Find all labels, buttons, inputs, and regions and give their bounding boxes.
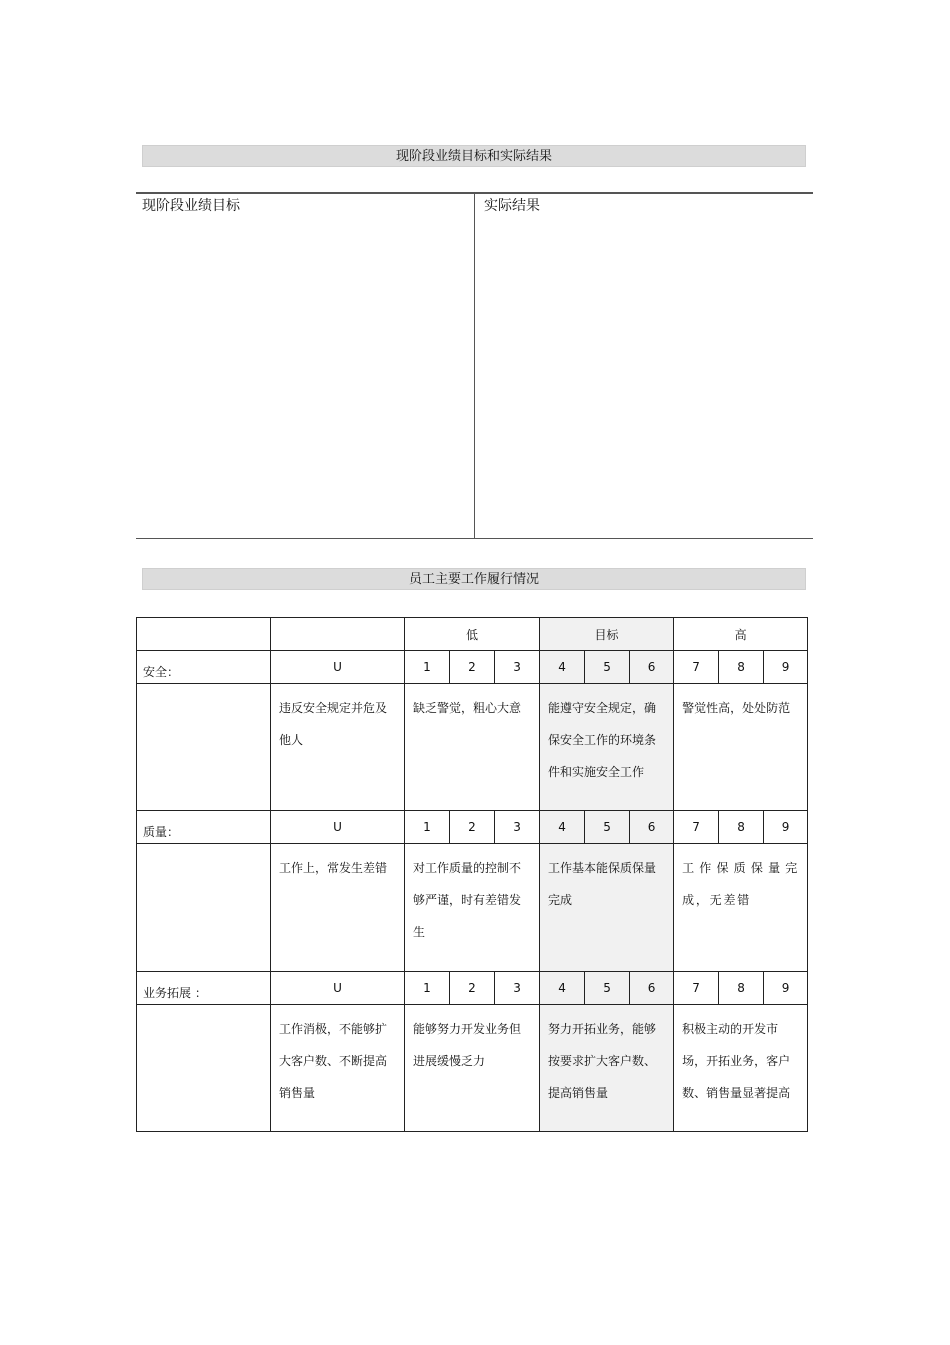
score-4: 4 [540, 651, 585, 684]
safety-score-row [137, 651, 808, 684]
score-u: U [271, 651, 405, 684]
performance-rating-table [136, 617, 808, 1132]
score-8: 8 [719, 972, 764, 1005]
score-1: 1 [405, 651, 450, 684]
score-8: 8 [719, 811, 764, 844]
u-description: 工作消极，不能够扩大客户数、不断提高销售量 [271, 1005, 405, 1132]
target-description: 能遵守安全规定，确保安全工作的环境条件和实施安全工作 [540, 684, 674, 811]
high-description: 工作保质保量完成，无差错 [674, 844, 808, 972]
goals-results-area [136, 192, 813, 540]
score-2: 2 [450, 651, 495, 684]
quality-desc-row [137, 844, 808, 972]
criterion-name: 安全： [137, 651, 271, 684]
score-5: 5 [585, 811, 630, 844]
column-divider [474, 193, 475, 539]
high-description: 积极主动的开发市场，开拓业务，客户数、销售量显著提高 [674, 1005, 808, 1132]
duties-banner: 员工主要工作履行情况 [142, 568, 806, 590]
blank-cell [271, 618, 405, 651]
score-9: 9 [764, 651, 808, 684]
low-description: 对工作质量的控制不够严谨，时有差错发生 [405, 844, 540, 972]
actual-results-label: 实际结果 [484, 198, 540, 214]
target-description: 努力开拓业务，能够按要求扩大客户数、提高销售量 [540, 1005, 674, 1132]
score-5: 5 [585, 651, 630, 684]
score-1: 1 [405, 811, 450, 844]
score-6: 6 [630, 651, 674, 684]
criterion-name: 业务拓展 ： [137, 972, 271, 1005]
score-7: 7 [674, 651, 719, 684]
u-description: 违反安全规定并危及他人 [271, 684, 405, 811]
low-description: 能够努力开发业务但进展缓慢乏力 [405, 1005, 540, 1132]
safety-desc-row [137, 684, 808, 811]
score-5: 5 [585, 972, 630, 1005]
scale-target-header: 目标 [540, 618, 674, 651]
score-3: 3 [495, 811, 540, 844]
score-9: 9 [764, 811, 808, 844]
criterion-name: 质量： [137, 811, 271, 844]
scale-low-header: 低 [405, 618, 540, 651]
business-desc-row [137, 1005, 808, 1132]
blank-cell [137, 844, 271, 972]
current-goals-label: 现阶段业绩目标 [142, 198, 240, 214]
blank-cell [137, 618, 271, 651]
score-2: 2 [450, 972, 495, 1005]
score-2: 2 [450, 811, 495, 844]
score-4: 4 [540, 972, 585, 1005]
score-6: 6 [630, 972, 674, 1005]
score-7: 7 [674, 972, 719, 1005]
low-description: 缺乏警觉，粗心大意 [405, 684, 540, 811]
score-u: U [271, 811, 405, 844]
score-6: 6 [630, 811, 674, 844]
score-9: 9 [764, 972, 808, 1005]
bottom-rule [136, 538, 813, 539]
blank-cell [137, 1005, 271, 1132]
score-3: 3 [495, 651, 540, 684]
score-4: 4 [540, 811, 585, 844]
target-description: 工作基本能保质保量完成 [540, 844, 674, 972]
score-u: U [271, 972, 405, 1005]
score-3: 3 [495, 972, 540, 1005]
u-description: 工作上，常发生差错 [271, 844, 405, 972]
business-score-row [137, 972, 808, 1005]
blank-cell [137, 684, 271, 811]
score-7: 7 [674, 811, 719, 844]
goals-results-banner: 现阶段业绩目标和实际结果 [142, 145, 806, 167]
score-1: 1 [405, 972, 450, 1005]
scale-header-row [137, 618, 808, 651]
score-8: 8 [719, 651, 764, 684]
quality-score-row [137, 811, 808, 844]
high-description: 警觉性高，处处防范 [674, 684, 808, 811]
scale-high-header: 高 [674, 618, 808, 651]
